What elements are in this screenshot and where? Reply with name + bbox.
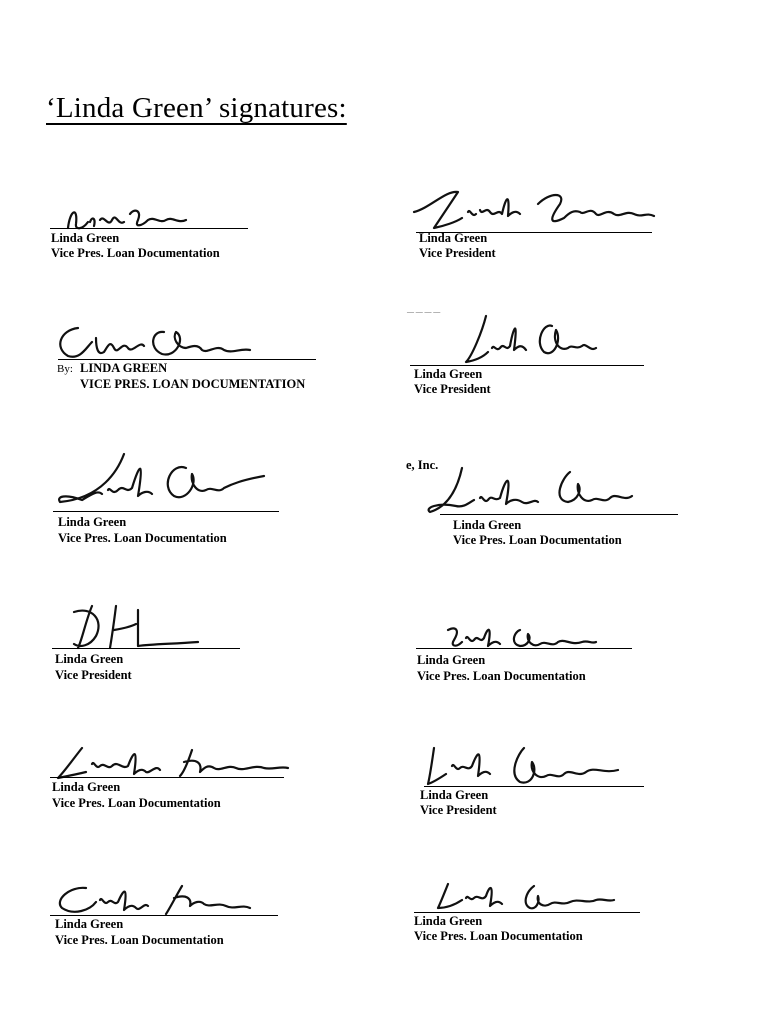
handwritten-signature [52, 600, 202, 652]
cropped-company-fragment: e, Inc. [406, 458, 439, 472]
signer-title: Vice Pres. Loan Documentation [52, 796, 221, 810]
signer-title: Vice President [55, 668, 132, 682]
by-prefix: By: [57, 363, 73, 375]
signer-name: Linda Green [414, 914, 483, 928]
page-title: ‘Linda Green’ signatures: [46, 92, 347, 124]
handwritten-signature [422, 462, 642, 518]
signer-title: VICE PRES. LOAN DOCUMENTATION [80, 377, 306, 391]
cropped-fragment-marks: — — — — [407, 308, 441, 316]
signer-name: Linda Green [52, 780, 121, 794]
signer-title: Vice President [414, 382, 491, 396]
signer-title: Vice President [420, 803, 497, 817]
signer-name: Linda Green [55, 917, 124, 931]
signer-title: Vice Pres. Loan Documentation [453, 533, 622, 547]
signer-name: Linda Green [417, 653, 486, 667]
signer-name: LINDA GREEN [80, 361, 168, 375]
signer-title: Vice Pres. Loan Documentation [417, 669, 586, 683]
signer-title: Vice Pres. Loan Documentation [58, 531, 227, 545]
handwritten-signature [424, 740, 624, 788]
signer-title: Vice Pres. Loan Documentation [414, 929, 583, 943]
signer-name: Linda Green [58, 515, 127, 529]
signer-name: Linda Green [55, 652, 124, 666]
handwritten-signature [52, 450, 272, 512]
handwritten-signature [52, 742, 292, 782]
handwritten-signature [52, 880, 252, 920]
signer-title: Vice President [419, 246, 496, 260]
handwritten-signature [410, 182, 660, 236]
signer-title: Vice Pres. Loan Documentation [55, 933, 224, 947]
handwritten-signature [460, 312, 600, 368]
signer-name: Linda Green [51, 231, 120, 245]
signer-name: Linda Green [414, 367, 483, 381]
signer-name: Linda Green [419, 231, 488, 245]
signer-name: Linda Green [453, 518, 522, 532]
signer-name: Linda Green [420, 788, 489, 802]
signer-title: Vice Pres. Loan Documentation [51, 246, 220, 260]
handwritten-signature [430, 878, 620, 914]
handwritten-signature [52, 318, 262, 364]
